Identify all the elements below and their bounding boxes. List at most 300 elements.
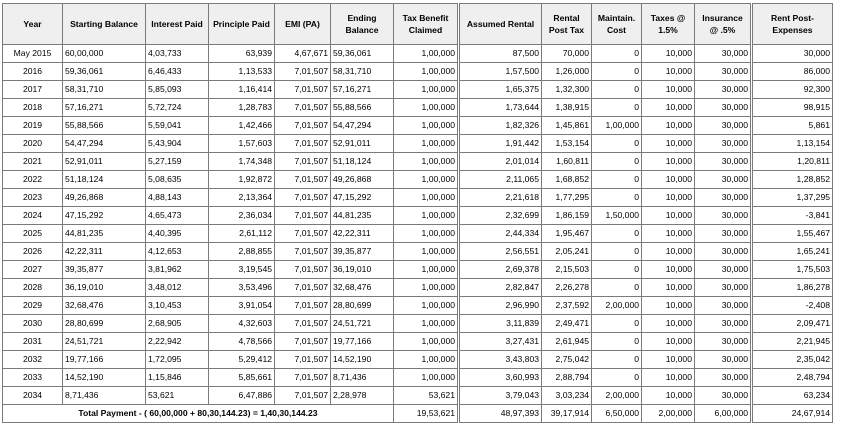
cell-starting-balance[interactable]: 47,15,292	[63, 207, 146, 225]
cell-taxes[interactable]: 10,000	[642, 135, 695, 153]
cell-rent-post-expenses[interactable]: 1,28,852	[752, 171, 833, 189]
cell-interest-paid[interactable]: 5,59,041	[146, 117, 209, 135]
table-row	[3, 243, 833, 261]
cell-starting-balance[interactable]: 39,35,877	[63, 261, 146, 279]
cell-maintain-cost[interactable]: 0	[592, 135, 642, 153]
cell-maintain-cost[interactable]: 1,00,000	[592, 117, 642, 135]
cell-starting-balance[interactable]: 19,77,166	[63, 351, 146, 369]
cell-year[interactable]: 2031	[3, 333, 63, 351]
cell-maintain-cost[interactable]: 0	[592, 279, 642, 297]
cell-interest-paid[interactable]: 5,43,904	[146, 135, 209, 153]
cell-rental-post-tax[interactable]: 3,03,234	[542, 387, 592, 405]
cell-year[interactable]: 2019	[3, 117, 63, 135]
cell-interest-paid[interactable]: 4,03,733	[146, 45, 209, 63]
header-rent-post-expenses[interactable]: Rent Post-Expenses	[752, 4, 833, 45]
cell-taxes[interactable]: 10,000	[642, 243, 695, 261]
cell-rent-post-expenses[interactable]: -3,841	[752, 207, 833, 225]
header-ending-balance[interactable]: Ending Balance	[331, 4, 394, 45]
cell-interest-paid[interactable]: 1,72,095	[146, 351, 209, 369]
header-year[interactable]: Year	[3, 4, 63, 45]
cell-emi[interactable]: 7,01,507	[275, 171, 331, 189]
cell-assumed-rental[interactable]: 1,91,442	[459, 135, 542, 153]
cell-ending-balance[interactable]: 36,19,010	[331, 261, 394, 279]
cell-principle-paid[interactable]: 5,29,412	[209, 351, 275, 369]
cell-interest-paid[interactable]: 2,22,942	[146, 333, 209, 351]
cell-interest-paid[interactable]: 5,72,724	[146, 99, 209, 117]
cell-tax-benefit[interactable]: 1,00,000	[394, 135, 459, 153]
cell-assumed-rental[interactable]: 3,11,839	[459, 315, 542, 333]
cell-taxes[interactable]: 10,000	[642, 369, 695, 387]
table-row	[3, 99, 833, 117]
cell-ending-balance[interactable]: 2,28,978	[331, 387, 394, 405]
cell-principle-paid[interactable]: 1,16,414	[209, 81, 275, 99]
cell-tax-benefit[interactable]: 1,00,000	[394, 99, 459, 117]
cell-taxes[interactable]: 10,000	[642, 117, 695, 135]
cell-assumed-rental[interactable]: 3,27,431	[459, 333, 542, 351]
cell-assumed-rental[interactable]: 2,82,847	[459, 279, 542, 297]
table-row	[3, 351, 833, 369]
header-principle-paid[interactable]: Principle Paid	[209, 4, 275, 45]
cell-starting-balance[interactable]: 55,88,566	[63, 117, 146, 135]
cell-insurance[interactable]: 30,000	[695, 63, 752, 81]
cell-taxes[interactable]: 10,000	[642, 171, 695, 189]
cell-maintain-cost[interactable]: 2,00,000	[592, 387, 642, 405]
cell-year[interactable]: 2020	[3, 135, 63, 153]
cell-interest-paid[interactable]: 4,88,143	[146, 189, 209, 207]
table-row	[3, 333, 833, 351]
cell-principle-paid[interactable]: 63,939	[209, 45, 275, 63]
cell-year[interactable]: 2032	[3, 351, 63, 369]
cell-interest-paid[interactable]: 5,85,093	[146, 81, 209, 99]
cell-year[interactable]: 2028	[3, 279, 63, 297]
cell-emi[interactable]: 7,01,507	[275, 63, 331, 81]
cell-rent-post-expenses[interactable]: -2,408	[752, 297, 833, 315]
cell-ending-balance[interactable]: 49,26,868	[331, 171, 394, 189]
cell-rent-post-expenses[interactable]: 1,55,467	[752, 225, 833, 243]
cell-maintain-cost[interactable]: 0	[592, 369, 642, 387]
cell-ending-balance[interactable]: 28,80,699	[331, 297, 394, 315]
cell-tax-benefit[interactable]: 1,00,000	[394, 315, 459, 333]
cell-tax-benefit[interactable]: 1,00,000	[394, 225, 459, 243]
cell-principle-paid[interactable]: 2,13,364	[209, 189, 275, 207]
table-row	[3, 207, 833, 225]
cell-emi[interactable]: 7,01,507	[275, 279, 331, 297]
cell-emi[interactable]: 4,67,671	[275, 45, 331, 63]
cell-assumed-rental[interactable]: 1,57,500	[459, 63, 542, 81]
cell-taxes[interactable]: 10,000	[642, 45, 695, 63]
cell-tax-benefit[interactable]: 1,00,000	[394, 297, 459, 315]
cell-rental-post-tax[interactable]: 1,60,811	[542, 153, 592, 171]
cell-rent-post-expenses[interactable]: 2,21,945	[752, 333, 833, 351]
cell-year[interactable]: 2034	[3, 387, 63, 405]
cell-principle-paid[interactable]: 1,42,466	[209, 117, 275, 135]
cell-rent-post-expenses[interactable]: 2,48,794	[752, 369, 833, 387]
header-starting-balance[interactable]: Starting Balance	[63, 4, 146, 45]
cell-maintain-cost[interactable]: 0	[592, 243, 642, 261]
cell-rental-post-tax[interactable]: 1,86,159	[542, 207, 592, 225]
total-assumed-rental[interactable]: 48,97,393	[459, 405, 542, 423]
cell-tax-benefit[interactable]: 1,00,000	[394, 117, 459, 135]
cell-insurance[interactable]: 30,000	[695, 81, 752, 99]
cell-assumed-rental[interactable]: 2,56,551	[459, 243, 542, 261]
cell-taxes[interactable]: 10,000	[642, 387, 695, 405]
header-tax-benefit[interactable]: Tax Benefit Claimed	[394, 4, 459, 45]
cell-year[interactable]: 2029	[3, 297, 63, 315]
cell-taxes[interactable]: 10,000	[642, 297, 695, 315]
cell-emi[interactable]: 7,01,507	[275, 135, 331, 153]
cell-taxes[interactable]: 10,000	[642, 351, 695, 369]
cell-principle-paid[interactable]: 3,53,496	[209, 279, 275, 297]
cell-rent-post-expenses[interactable]: 2,35,042	[752, 351, 833, 369]
loan-rental-table	[2, 3, 833, 423]
cell-emi[interactable]: 7,01,507	[275, 333, 331, 351]
cell-year[interactable]: 2026	[3, 243, 63, 261]
cell-year[interactable]: 2022	[3, 171, 63, 189]
cell-rental-post-tax[interactable]: 1,95,467	[542, 225, 592, 243]
header-emi[interactable]: EMI (PA)	[275, 4, 331, 45]
cell-interest-paid[interactable]: 3,10,453	[146, 297, 209, 315]
cell-ending-balance[interactable]: 54,47,294	[331, 117, 394, 135]
cell-rental-post-tax[interactable]: 1,53,154	[542, 135, 592, 153]
cell-principle-paid[interactable]: 5,85,661	[209, 369, 275, 387]
cell-maintain-cost[interactable]: 0	[592, 189, 642, 207]
cell-principle-paid[interactable]: 4,78,566	[209, 333, 275, 351]
cell-insurance[interactable]: 30,000	[695, 153, 752, 171]
cell-maintain-cost[interactable]: 0	[592, 261, 642, 279]
cell-emi[interactable]: 7,01,507	[275, 189, 331, 207]
cell-tax-benefit[interactable]: 1,00,000	[394, 153, 459, 171]
cell-ending-balance[interactable]: 52,91,011	[331, 135, 394, 153]
cell-rent-post-expenses[interactable]: 2,09,471	[752, 315, 833, 333]
cell-maintain-cost[interactable]: 0	[592, 63, 642, 81]
cell-interest-paid[interactable]: 3,81,962	[146, 261, 209, 279]
cell-emi[interactable]: 7,01,507	[275, 315, 331, 333]
cell-rent-post-expenses[interactable]: 92,300	[752, 81, 833, 99]
cell-ending-balance[interactable]: 57,16,271	[331, 81, 394, 99]
cell-maintain-cost[interactable]: 0	[592, 351, 642, 369]
cell-starting-balance[interactable]: 51,18,124	[63, 171, 146, 189]
cell-taxes[interactable]: 10,000	[642, 225, 695, 243]
cell-rental-post-tax[interactable]: 2,37,592	[542, 297, 592, 315]
cell-assumed-rental[interactable]: 1,73,644	[459, 99, 542, 117]
cell-starting-balance[interactable]: 14,52,190	[63, 369, 146, 387]
cell-interest-paid[interactable]: 5,08,635	[146, 171, 209, 189]
cell-maintain-cost[interactable]: 0	[592, 99, 642, 117]
cell-maintain-cost[interactable]: 0	[592, 171, 642, 189]
cell-emi[interactable]: 7,01,507	[275, 243, 331, 261]
total-rental-post-tax[interactable]: 39,17,914	[542, 405, 592, 423]
cell-taxes[interactable]: 10,000	[642, 99, 695, 117]
cell-insurance[interactable]: 30,000	[695, 315, 752, 333]
cell-emi[interactable]: 7,01,507	[275, 117, 331, 135]
cell-emi[interactable]: 7,01,507	[275, 81, 331, 99]
cell-emi[interactable]: 7,01,507	[275, 153, 331, 171]
header-rental-post-tax[interactable]: Rental Post Tax	[542, 4, 592, 45]
cell-rental-post-tax[interactable]: 2,61,945	[542, 333, 592, 351]
cell-rental-post-tax[interactable]: 2,15,503	[542, 261, 592, 279]
cell-taxes[interactable]: 10,000	[642, 153, 695, 171]
cell-taxes[interactable]: 10,000	[642, 207, 695, 225]
cell-taxes[interactable]: 10,000	[642, 81, 695, 99]
cell-year[interactable]: 2017	[3, 81, 63, 99]
cell-principle-paid[interactable]: 1,57,603	[209, 135, 275, 153]
cell-assumed-rental[interactable]: 1,65,375	[459, 81, 542, 99]
cell-ending-balance[interactable]: 42,22,311	[331, 225, 394, 243]
header-interest-paid[interactable]: Interest Paid	[146, 4, 209, 45]
cell-interest-paid[interactable]: 4,65,473	[146, 207, 209, 225]
cell-ending-balance[interactable]: 32,68,476	[331, 279, 394, 297]
cell-starting-balance[interactable]: 59,36,061	[63, 63, 146, 81]
cell-emi[interactable]: 7,01,507	[275, 387, 331, 405]
cell-interest-paid[interactable]: 53,621	[146, 387, 209, 405]
cell-rental-post-tax[interactable]: 1,26,000	[542, 63, 592, 81]
cell-interest-paid[interactable]: 4,40,395	[146, 225, 209, 243]
cell-tax-benefit[interactable]: 1,00,000	[394, 243, 459, 261]
cell-maintain-cost[interactable]: 0	[592, 81, 642, 99]
cell-starting-balance[interactable]: 54,47,294	[63, 135, 146, 153]
table-row	[3, 171, 833, 189]
cell-rental-post-tax[interactable]: 1,77,295	[542, 189, 592, 207]
cell-insurance[interactable]: 30,000	[695, 279, 752, 297]
cell-emi[interactable]: 7,01,507	[275, 369, 331, 387]
cell-taxes[interactable]: 10,000	[642, 333, 695, 351]
cell-rent-post-expenses[interactable]: 1,20,811	[752, 153, 833, 171]
cell-insurance[interactable]: 30,000	[695, 171, 752, 189]
total-row	[3, 405, 833, 423]
table-row	[3, 63, 833, 81]
cell-starting-balance[interactable]: 44,81,235	[63, 225, 146, 243]
cell-ending-balance[interactable]: 44,81,235	[331, 207, 394, 225]
cell-insurance[interactable]: 30,000	[695, 45, 752, 63]
cell-rental-post-tax[interactable]: 1,38,915	[542, 99, 592, 117]
cell-principle-paid[interactable]: 2,88,855	[209, 243, 275, 261]
cell-year[interactable]: 2024	[3, 207, 63, 225]
cell-rental-post-tax[interactable]: 1,32,300	[542, 81, 592, 99]
cell-emi[interactable]: 7,01,507	[275, 351, 331, 369]
cell-insurance[interactable]: 30,000	[695, 189, 752, 207]
cell-insurance[interactable]: 30,000	[695, 117, 752, 135]
total-payment-label[interactable]: Total Payment - ( 60,00,000 + 80,30,144.23) = 1,40,30,144.23	[3, 405, 394, 423]
cell-assumed-rental[interactable]: 2,69,378	[459, 261, 542, 279]
cell-principle-paid[interactable]: 6,47,886	[209, 387, 275, 405]
cell-insurance[interactable]: 30,000	[695, 333, 752, 351]
header-taxes[interactable]: Taxes @ 1.5%	[642, 4, 695, 45]
cell-maintain-cost[interactable]: 0	[592, 225, 642, 243]
cell-assumed-rental[interactable]: 2,01,014	[459, 153, 542, 171]
cell-assumed-rental[interactable]: 3,79,043	[459, 387, 542, 405]
cell-starting-balance[interactable]: 49,26,868	[63, 189, 146, 207]
cell-taxes[interactable]: 10,000	[642, 261, 695, 279]
table-row	[3, 387, 833, 405]
cell-taxes[interactable]: 10,000	[642, 63, 695, 81]
cell-ending-balance[interactable]: 24,51,721	[331, 315, 394, 333]
cell-starting-balance[interactable]: 32,68,476	[63, 297, 146, 315]
cell-tax-benefit[interactable]: 1,00,000	[394, 189, 459, 207]
cell-rental-post-tax[interactable]: 2,49,471	[542, 315, 592, 333]
cell-maintain-cost[interactable]: 0	[592, 315, 642, 333]
cell-rent-post-expenses[interactable]: 1,37,295	[752, 189, 833, 207]
cell-tax-benefit[interactable]: 1,00,000	[394, 81, 459, 99]
cell-assumed-rental[interactable]: 2,32,699	[459, 207, 542, 225]
cell-principle-paid[interactable]: 3,91,054	[209, 297, 275, 315]
cell-year[interactable]: 2033	[3, 369, 63, 387]
cell-taxes[interactable]: 10,000	[642, 279, 695, 297]
cell-interest-paid[interactable]: 3,48,012	[146, 279, 209, 297]
table-row	[3, 81, 833, 99]
cell-tax-benefit[interactable]: 1,00,000	[394, 261, 459, 279]
cell-assumed-rental[interactable]: 3,43,803	[459, 351, 542, 369]
cell-rental-post-tax[interactable]: 1,68,852	[542, 171, 592, 189]
cell-emi[interactable]: 7,01,507	[275, 207, 331, 225]
cell-tax-benefit[interactable]: 1,00,000	[394, 171, 459, 189]
cell-ending-balance[interactable]: 39,35,877	[331, 243, 394, 261]
cell-maintain-cost[interactable]: 2,00,000	[592, 297, 642, 315]
cell-principle-paid[interactable]: 2,61,112	[209, 225, 275, 243]
cell-principle-paid[interactable]: 3,19,545	[209, 261, 275, 279]
header-insurance[interactable]: Insurance @ .5%	[695, 4, 752, 45]
table-row	[3, 225, 833, 243]
cell-starting-balance[interactable]: 8,71,436	[63, 387, 146, 405]
cell-starting-balance[interactable]: 57,16,271	[63, 99, 146, 117]
cell-rental-post-tax[interactable]: 2,05,241	[542, 243, 592, 261]
cell-taxes[interactable]: 10,000	[642, 189, 695, 207]
cell-taxes[interactable]: 10,000	[642, 315, 695, 333]
table-row	[3, 45, 833, 63]
total-maintain-cost[interactable]: 6,50,000	[592, 405, 642, 423]
cell-tax-benefit[interactable]: 1,00,000	[394, 351, 459, 369]
total-taxes[interactable]: 2,00,000	[642, 405, 695, 423]
cell-rent-post-expenses[interactable]: 1,65,241	[752, 243, 833, 261]
cell-rent-post-expenses[interactable]: 98,915	[752, 99, 833, 117]
cell-principle-paid[interactable]: 1,13,533	[209, 63, 275, 81]
cell-starting-balance[interactable]: 52,91,011	[63, 153, 146, 171]
header-row	[3, 4, 833, 45]
cell-interest-paid[interactable]: 4,12,653	[146, 243, 209, 261]
header-maintain-cost[interactable]: Maintain. Cost	[592, 4, 642, 45]
cell-rental-post-tax[interactable]: 1,45,861	[542, 117, 592, 135]
cell-tax-benefit[interactable]: 1,00,000	[394, 207, 459, 225]
cell-assumed-rental[interactable]: 2,11,065	[459, 171, 542, 189]
cell-rent-post-expenses[interactable]: 63,234	[752, 387, 833, 405]
cell-insurance[interactable]: 30,000	[695, 225, 752, 243]
cell-insurance[interactable]: 30,000	[695, 369, 752, 387]
cell-year[interactable]: 2027	[3, 261, 63, 279]
cell-tax-benefit[interactable]: 1,00,000	[394, 63, 459, 81]
total-insurance[interactable]: 6,00,000	[695, 405, 752, 423]
cell-maintain-cost[interactable]: 0	[592, 153, 642, 171]
cell-principle-paid[interactable]: 4,32,603	[209, 315, 275, 333]
cell-ending-balance[interactable]: 47,15,292	[331, 189, 394, 207]
cell-starting-balance[interactable]: 36,19,010	[63, 279, 146, 297]
cell-assumed-rental[interactable]: 2,21,618	[459, 189, 542, 207]
cell-insurance[interactable]: 30,000	[695, 261, 752, 279]
cell-interest-paid[interactable]: 2,68,905	[146, 315, 209, 333]
table-row	[3, 189, 833, 207]
cell-maintain-cost[interactable]: 0	[592, 45, 642, 63]
cell-insurance[interactable]: 30,000	[695, 99, 752, 117]
cell-interest-paid[interactable]: 1,15,846	[146, 369, 209, 387]
cell-starting-balance[interactable]: 28,80,699	[63, 315, 146, 333]
cell-assumed-rental[interactable]: 3,60,993	[459, 369, 542, 387]
cell-ending-balance[interactable]: 51,18,124	[331, 153, 394, 171]
cell-rent-post-expenses[interactable]: 1,75,503	[752, 261, 833, 279]
cell-assumed-rental[interactable]: 1,82,326	[459, 117, 542, 135]
cell-rental-post-tax[interactable]: 2,75,042	[542, 351, 592, 369]
cell-year[interactable]: May 2015	[3, 45, 63, 63]
cell-starting-balance[interactable]: 60,00,000	[63, 45, 146, 63]
cell-assumed-rental[interactable]: 87,500	[459, 45, 542, 63]
cell-insurance[interactable]: 30,000	[695, 243, 752, 261]
cell-rent-post-expenses[interactable]: 86,000	[752, 63, 833, 81]
cell-emi[interactable]: 7,01,507	[275, 225, 331, 243]
cell-maintain-cost[interactable]: 1,50,000	[592, 207, 642, 225]
cell-rent-post-expenses[interactable]: 1,13,154	[752, 135, 833, 153]
cell-assumed-rental[interactable]: 2,96,990	[459, 297, 542, 315]
cell-year[interactable]: 2023	[3, 189, 63, 207]
cell-interest-paid[interactable]: 6,46,433	[146, 63, 209, 81]
cell-ending-balance[interactable]: 55,88,566	[331, 99, 394, 117]
cell-ending-balance[interactable]: 59,36,061	[331, 45, 394, 63]
cell-ending-balance[interactable]: 58,31,710	[331, 63, 394, 81]
table-row	[3, 315, 833, 333]
cell-insurance[interactable]: 30,000	[695, 351, 752, 369]
cell-starting-balance[interactable]: 58,31,710	[63, 81, 146, 99]
cell-rent-post-expenses[interactable]: 30,000	[752, 45, 833, 63]
cell-insurance[interactable]: 30,000	[695, 387, 752, 405]
cell-maintain-cost[interactable]: 0	[592, 333, 642, 351]
cell-ending-balance[interactable]: 14,52,190	[331, 351, 394, 369]
cell-year[interactable]: 2025	[3, 225, 63, 243]
cell-year[interactable]: 2030	[3, 315, 63, 333]
cell-insurance[interactable]: 30,000	[695, 135, 752, 153]
cell-interest-paid[interactable]: 5,27,159	[146, 153, 209, 171]
cell-tax-benefit[interactable]: 53,621	[394, 387, 459, 405]
cell-tax-benefit[interactable]: 1,00,000	[394, 279, 459, 297]
cell-principle-paid[interactable]: 1,74,348	[209, 153, 275, 171]
cell-rent-post-expenses[interactable]: 5,861	[752, 117, 833, 135]
cell-year[interactable]: 2021	[3, 153, 63, 171]
cell-year[interactable]: 2016	[3, 63, 63, 81]
table-row	[3, 117, 833, 135]
cell-tax-benefit[interactable]: 1,00,000	[394, 45, 459, 63]
cell-rental-post-tax[interactable]: 2,26,278	[542, 279, 592, 297]
cell-assumed-rental[interactable]: 2,44,334	[459, 225, 542, 243]
cell-starting-balance[interactable]: 24,51,721	[63, 333, 146, 351]
cell-tax-benefit[interactable]: 1,00,000	[394, 333, 459, 351]
cell-tax-benefit[interactable]: 1,00,000	[394, 369, 459, 387]
cell-rent-post-expenses[interactable]: 1,86,278	[752, 279, 833, 297]
table-row	[3, 369, 833, 387]
cell-emi[interactable]: 7,01,507	[275, 297, 331, 315]
cell-starting-balance[interactable]: 42,22,311	[63, 243, 146, 261]
cell-ending-balance[interactable]: 19,77,166	[331, 333, 394, 351]
cell-insurance[interactable]: 30,000	[695, 297, 752, 315]
cell-year[interactable]: 2018	[3, 99, 63, 117]
cell-rental-post-tax[interactable]: 70,000	[542, 45, 592, 63]
cell-emi[interactable]: 7,01,507	[275, 261, 331, 279]
header-assumed-rental[interactable]: Assumed Rental	[459, 4, 542, 45]
table-row	[3, 279, 833, 297]
cell-principle-paid[interactable]: 1,92,872	[209, 171, 275, 189]
cell-emi[interactable]: 7,01,507	[275, 99, 331, 117]
cell-insurance[interactable]: 30,000	[695, 207, 752, 225]
cell-principle-paid[interactable]: 2,36,034	[209, 207, 275, 225]
cell-principle-paid[interactable]: 1,28,783	[209, 99, 275, 117]
cell-ending-balance[interactable]: 8,71,436	[331, 369, 394, 387]
total-rent-post-expenses[interactable]: 24,67,914	[752, 405, 833, 423]
total-tax-benefit[interactable]: 19,53,621	[394, 405, 459, 423]
cell-rental-post-tax[interactable]: 2,88,794	[542, 369, 592, 387]
